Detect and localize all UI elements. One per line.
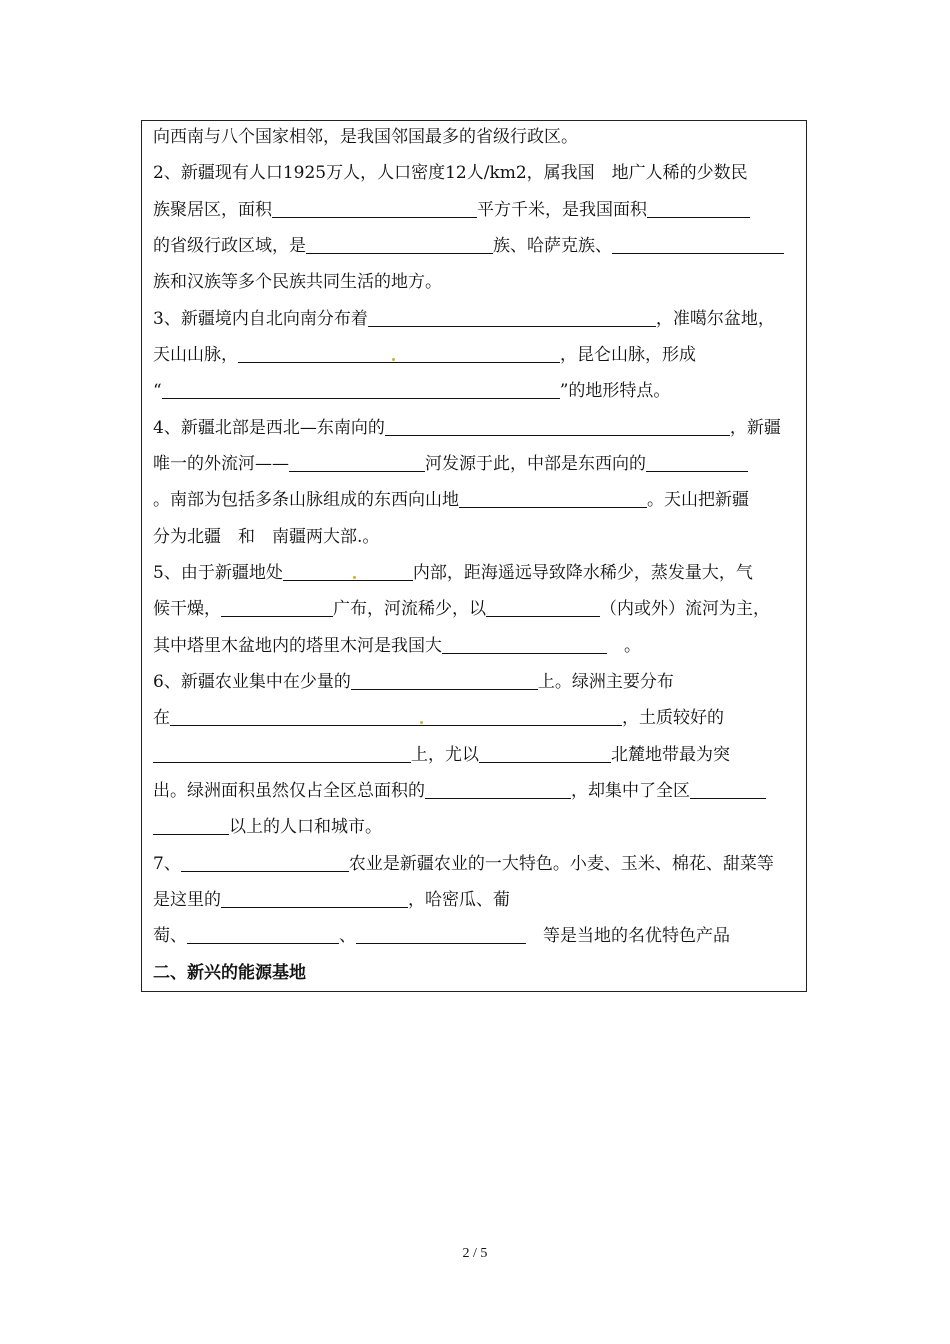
- text-line: 在 ，土质较好的: [153, 700, 724, 736]
- text-line: 是这里的 ，哈密瓜、葡: [153, 882, 510, 918]
- text-line: 族聚居区，面积 平方千米，是我国面积: [153, 192, 750, 228]
- text-line: 候干燥， 广布，河流稀少，以 （内或外）流河为主，: [153, 591, 770, 627]
- answer-blank[interactable]: [162, 376, 560, 399]
- answer-blank[interactable]: [647, 195, 750, 218]
- text-line: 天山山脉， ，昆仑山脉，形成: [153, 337, 696, 373]
- answer-blank[interactable]: [289, 449, 425, 472]
- answer-blank[interactable]: [153, 812, 229, 835]
- answer-blank[interactable]: [306, 231, 493, 254]
- answer-blank[interactable]: [442, 631, 607, 654]
- answer-blank[interactable]: [272, 195, 477, 218]
- text-line: 分为北疆 和 南疆两大部.。: [153, 527, 380, 547]
- text-line: 2、新疆现有人口1925万人，人口密度12人/km2，属我国 地广人稀的少数民: [153, 163, 748, 183]
- text-line: 唯一的外流河—— 河发源于此，中部是东西向的: [153, 446, 748, 482]
- text-line: 3、新疆境内自北向南分布着 ，准噶尔盆地，: [153, 301, 775, 337]
- answer-blank[interactable]: [646, 449, 748, 472]
- text-line: 族和汉族等多个民族共同生活的地方。: [153, 272, 442, 292]
- text-line: 上，尤以 北麓地带最为突: [153, 737, 730, 773]
- text-line: 向西南与八个国家相邻，是我国邻国最多的省级行政区。: [153, 127, 578, 147]
- answer-blank[interactable]: [170, 703, 622, 726]
- answer-blank[interactable]: [385, 413, 730, 436]
- text-line: 出。绿洲面积虽然仅占全区总面积的 ，却集中了全区: [153, 773, 766, 809]
- section-heading: 二、新兴的能源基地: [153, 963, 306, 983]
- text-line: 其中塔里木盆地内的塔里木河是我国大 。: [153, 628, 641, 664]
- answer-blank[interactable]: [221, 594, 333, 617]
- worksheet-table: [141, 120, 807, 992]
- answer-blank[interactable]: [690, 776, 766, 799]
- text-line: 6、新疆农业集中在少量的 上。绿洲主要分布: [153, 664, 674, 700]
- answer-blank[interactable]: [153, 740, 411, 763]
- text-line: 以上的人口和城市。: [153, 809, 382, 845]
- text-line: 萄、 、 等是当地的名优特色产品: [153, 918, 730, 954]
- answer-blank[interactable]: [238, 340, 560, 363]
- answer-blank[interactable]: [351, 667, 538, 690]
- text-line: “ ”的地形特点。: [153, 373, 670, 409]
- answer-blank[interactable]: [479, 740, 611, 763]
- answer-blank[interactable]: [187, 921, 339, 944]
- answer-blank[interactable]: [486, 594, 600, 617]
- text-line: 的省级行政区域，是 族、哈萨克族、: [153, 228, 784, 264]
- answer-blank[interactable]: [283, 558, 413, 581]
- text-line: 5、由于新疆地处 内部，距海遥远导致降水稀少，蒸发量大，气: [153, 555, 753, 591]
- text-line: 7、 农业是新疆农业的一大特色。小麦、玉米、棉花、甜菜等: [153, 846, 774, 882]
- answer-blank[interactable]: [459, 485, 647, 508]
- answer-blank[interactable]: [368, 304, 656, 327]
- page-number: 2 / 5: [462, 1246, 488, 1261]
- answer-blank[interactable]: [356, 921, 526, 944]
- answer-blank[interactable]: [221, 885, 408, 908]
- text-line: 。南部为包括多条山脉组成的东西向山地 。天山把新疆: [153, 482, 749, 518]
- answer-blank[interactable]: [612, 231, 784, 254]
- text-line: 4、新疆北部是西北—东南向的 ，新疆: [153, 410, 781, 446]
- answer-blank[interactable]: [181, 849, 349, 872]
- answer-blank[interactable]: [425, 776, 571, 799]
